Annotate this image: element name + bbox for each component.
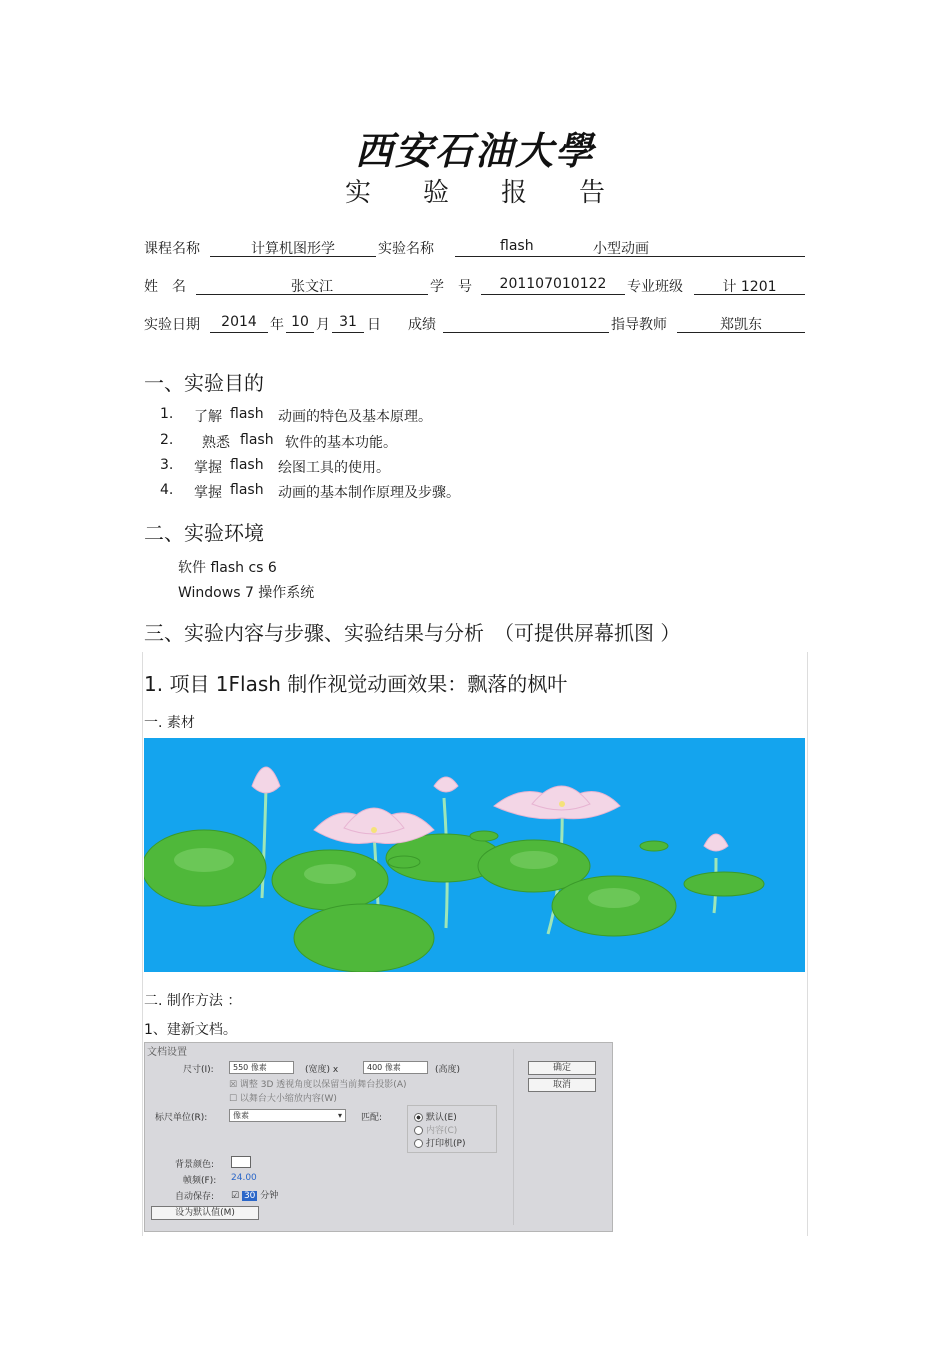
section2-heading: 二、实验环境	[144, 521, 264, 545]
report-title	[0, 172, 950, 209]
width-unit: (宽度) x	[305, 1065, 339, 1075]
dialog-title: 文档设置	[147, 1047, 187, 1058]
list-num: 4.	[160, 482, 174, 498]
match-option-label: 默认(E)	[426, 1113, 457, 1123]
list-text: 绘图工具的使用。	[278, 460, 390, 476]
id-value: 201107010122	[481, 276, 625, 295]
report-title-char: 告	[579, 178, 606, 208]
class-value: 计 1201	[694, 276, 805, 295]
day-unit: 日	[367, 317, 381, 333]
list-item	[160, 457, 390, 476]
bg-color-label: 背景颜色:	[175, 1160, 215, 1170]
radio-icon	[414, 1139, 423, 1148]
materials-heading: 一. 素材	[144, 715, 195, 731]
course-value: 计算机图形学	[210, 238, 376, 257]
height-unit: (高度)	[435, 1065, 461, 1075]
course-label: 课程名称	[144, 241, 200, 257]
autosave-label: 自动保存:	[175, 1192, 215, 1202]
lotus-image	[144, 738, 805, 972]
scale-content-checkbox[interactable]: ☐ 以舞台大小缩放内容(W)	[229, 1094, 337, 1104]
name-value: 张文江	[196, 276, 428, 295]
day-value: 31	[332, 314, 364, 333]
fps-value[interactable]: 24.00	[231, 1173, 257, 1183]
year-value: 2014	[210, 314, 268, 333]
date-label: 实验日期	[144, 317, 200, 333]
university-logo: 西安石油大學	[355, 128, 596, 173]
month-value: 10	[286, 314, 314, 333]
report-title-char: 实	[344, 178, 371, 208]
name-label: 姓 名	[144, 279, 186, 295]
grade-value	[443, 314, 609, 333]
list-item	[160, 432, 397, 451]
autosave-value[interactable]: 30	[243, 1191, 256, 1201]
report-title-char: 报	[501, 178, 528, 208]
id-label: 学 号	[430, 279, 472, 295]
ok-button[interactable]: 确定	[528, 1061, 596, 1075]
ruler-label: 标尺单位(R):	[155, 1113, 208, 1123]
list-keyword: flash	[230, 482, 264, 498]
env-line: 软件 flash cs 6	[178, 560, 277, 576]
project-title: 1. 项目 1Flash 制作视觉动画效果：飘落的枫叶	[144, 672, 568, 696]
exp-value	[455, 238, 805, 257]
exp-label: 实验名称	[378, 241, 434, 257]
fps-label: 帧频(F):	[183, 1176, 217, 1186]
env-line: Windows 7 操作系统	[178, 585, 315, 601]
height-input[interactable]: 400 像素	[363, 1061, 428, 1074]
month-unit: 月	[316, 317, 330, 333]
report-title-char: 验	[422, 178, 449, 208]
document-settings-dialog	[144, 1042, 613, 1232]
ruler-select[interactable]	[229, 1109, 346, 1122]
width-input[interactable]: 550 像素	[229, 1061, 294, 1074]
teacher-value: 郑凯东	[677, 314, 805, 333]
list-keyword: flash	[240, 432, 274, 448]
list-text: 软件的基本功能。	[285, 435, 397, 451]
exp-value-1: flash	[500, 238, 534, 254]
match-option-printer[interactable]	[414, 1136, 465, 1149]
teacher-label: 指导教师	[611, 317, 667, 333]
list-text: 掌握	[194, 460, 222, 476]
divider	[513, 1049, 514, 1225]
bg-color-swatch[interactable]	[231, 1156, 251, 1168]
list-num: 2.	[160, 432, 174, 448]
list-keyword: flash	[230, 457, 264, 473]
list-item	[160, 482, 460, 501]
grade-label: 成绩	[408, 317, 436, 333]
adjust-3d-checkbox[interactable]: ☒ 调整 3D 透视角度以保留当前舞台投影(A)	[229, 1080, 407, 1090]
section3-heading: 三、实验内容与步骤、实验结果与分析 （可提供屏幕抓图 ）	[144, 621, 681, 645]
step-1: 1、建新文档。	[144, 1022, 237, 1038]
lotus-illustration	[144, 738, 805, 972]
match-option-label: 内容(C)	[426, 1126, 458, 1136]
list-text: 熟悉	[202, 435, 230, 451]
class-label: 专业班级	[627, 279, 683, 295]
match-option-label: 打印机(P)	[426, 1139, 466, 1149]
set-default-button[interactable]: 设为默认值(M)	[151, 1206, 259, 1220]
match-option-content[interactable]	[414, 1123, 457, 1136]
radio-icon	[414, 1126, 423, 1135]
list-text: 了解	[194, 409, 222, 425]
ruler-value: 像素	[233, 1111, 249, 1120]
autosave-checkbox[interactable]: ☑ 30 分钟	[231, 1191, 279, 1201]
list-item	[160, 406, 432, 425]
method-heading: 二. 制作方法 ：	[144, 993, 242, 1009]
list-num: 1.	[160, 406, 174, 422]
match-group	[407, 1105, 497, 1153]
list-text: 动画的特色及基本原理。	[278, 409, 432, 425]
autosave-unit: 分钟	[260, 1191, 279, 1201]
radio-selected-icon	[414, 1113, 423, 1122]
list-text: 掌握	[194, 485, 222, 501]
size-label: 尺寸(I):	[183, 1065, 214, 1075]
cancel-button[interactable]: 取消	[528, 1078, 596, 1092]
year-unit: 年	[270, 317, 284, 333]
list-text: 动画的基本制作原理及步骤。	[278, 485, 460, 501]
exp-value-2: 小型动画	[593, 241, 649, 257]
list-num: 3.	[160, 457, 174, 473]
section1-heading: 一、实验目的	[144, 371, 264, 395]
list-keyword: flash	[230, 406, 264, 422]
chevron-down-icon: ▾	[337, 1111, 342, 1120]
match-option-default[interactable]	[414, 1110, 457, 1123]
match-label: 匹配:	[361, 1113, 383, 1123]
